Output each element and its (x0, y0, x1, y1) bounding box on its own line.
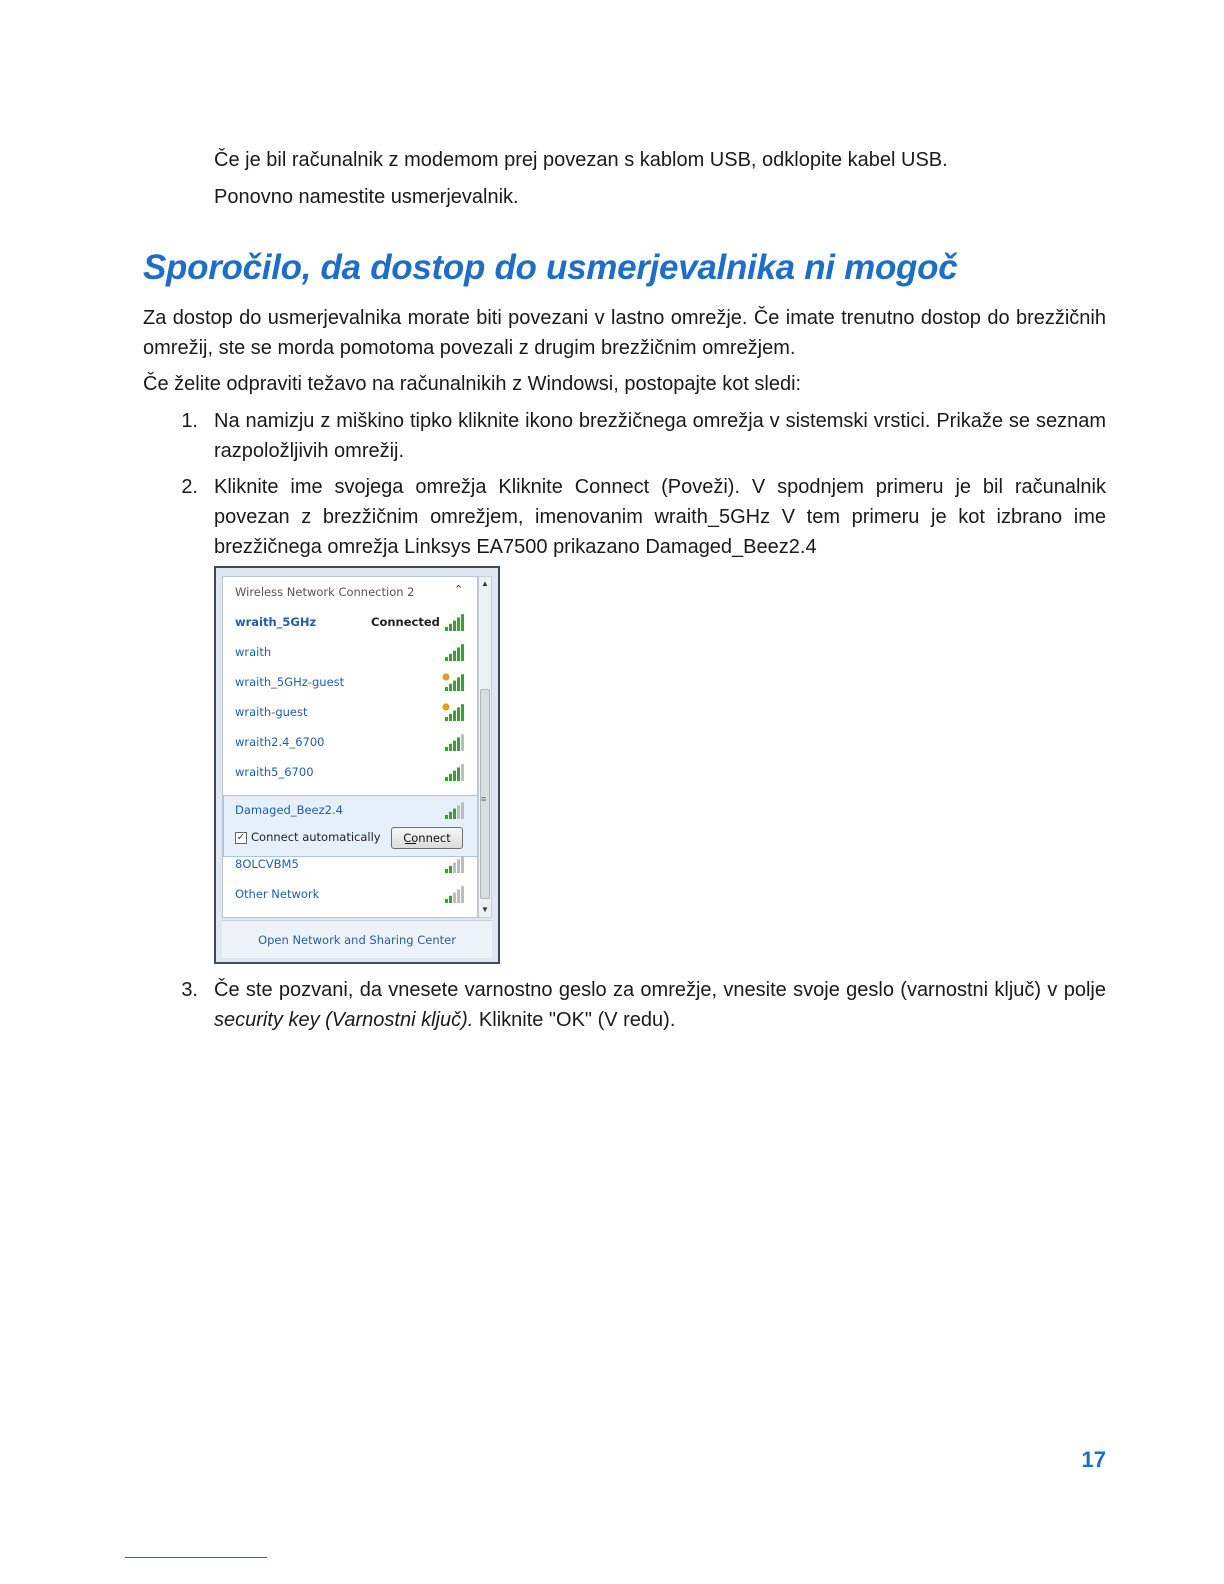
signal-bar (453, 621, 456, 631)
signal-strength-icon (441, 733, 465, 751)
signal-bar (461, 856, 464, 873)
network-list-item[interactable] (223, 757, 478, 787)
signal-bar (457, 617, 460, 631)
step-3-text-italic: security key (Varnostni ključ). (214, 1009, 474, 1031)
signal-bar (445, 687, 448, 691)
signal-bar (449, 774, 452, 781)
step-3-text (214, 975, 1106, 1035)
section-paragraph-1: Za dostop do usmerjevalnika morate biti povezani v lastno omrežje. Če imate trenutno dostop do brezžičnih omrežij, ste se morda pomotoma povezali z drugim brezžičnim omrežjem. (143, 307, 1106, 359)
signal-bar (449, 624, 452, 631)
signal-bar (453, 771, 456, 781)
footer-rule (125, 1557, 267, 1558)
signal-bar (461, 764, 464, 781)
signal-bar (445, 777, 448, 781)
network-list-header (223, 577, 478, 607)
step-3-text-after: Kliknite "OK" (V redu). (478, 1009, 676, 1031)
signal-strength-icon (441, 703, 465, 721)
security-warning-icon (442, 703, 449, 710)
signal-bar (457, 677, 460, 691)
open-network-sharing-center-link[interactable]: Open Network and Sharing Center (222, 920, 492, 958)
signal-bar (449, 654, 452, 661)
signal-bar (445, 657, 448, 661)
signal-bar (453, 681, 456, 691)
step-2-text: Kliknite ime svojega omrežja Kliknite Connect (Poveži). V spodnjem primeru je bil računalnik povezan z brezžičnim omrežjem, imenovanim wraith_5GHz V tem primeru je kot izbrano ime brezžičnega omrežja Linksys EA7500 prikazano Damaged_Beez2.4 (214, 476, 1106, 558)
network-name: wraith5_6700 (235, 765, 314, 779)
section-title: Sporočilo, da dostop do usmerjevalnika ni mogoč (143, 248, 958, 287)
network-name: wraith (235, 645, 272, 659)
step-1-number: 1. (181, 410, 198, 432)
network-list-item[interactable] (223, 667, 478, 697)
signal-bar (449, 866, 452, 873)
step-3-number: 3. (181, 979, 198, 1001)
signal-bar (453, 741, 456, 751)
signal-bar (449, 896, 452, 903)
network-status: Connected (371, 615, 440, 629)
signal-bar (449, 684, 452, 691)
signal-bar (461, 674, 464, 691)
signal-bar (445, 717, 448, 721)
signal-bar (445, 627, 448, 631)
signal-bar (461, 704, 464, 721)
scroll-up-icon[interactable]: ▲ (481, 579, 489, 588)
connect-automatically-label: Connect automatically (251, 830, 381, 844)
signal-bar (449, 714, 452, 721)
wireless-networks-screenshot (214, 566, 500, 964)
network-list-item[interactable] (223, 697, 478, 727)
network-list-item[interactable] (223, 637, 478, 667)
intro-line-usb: Če je bil računalnik z modemom prej povezan s kablom USB, odklopite kabel USB. (214, 149, 948, 171)
signal-bar (445, 899, 448, 903)
network-list-scrollbar[interactable] (478, 576, 492, 918)
signal-bar (453, 893, 456, 903)
network-list-item[interactable] (223, 727, 478, 757)
selected-network-actions (223, 795, 478, 857)
scrollbar-grip-icon: ≡ (481, 794, 487, 804)
signal-bar (445, 747, 448, 751)
network-list-header-label: Wireless Network Connection 2 (235, 585, 415, 599)
signal-strength-icon (441, 643, 465, 661)
network-name: wraith-guest (235, 705, 308, 719)
chevron-up-icon[interactable]: ⌃ (454, 583, 464, 596)
network-name: wraith_5GHz (235, 615, 317, 629)
step-1-text: Na namizju z miškino tipko kliknite ikono brezžičnega omrežja v sistemski vrstici. Prikaže se seznam razpoložljivih omrežij. (214, 410, 1106, 462)
signal-strength-icon (441, 613, 465, 631)
network-name: wraith_5GHz-guest (235, 675, 345, 689)
connect-button[interactable]: Connect (391, 827, 463, 849)
network-list-item[interactable] (223, 879, 478, 909)
page-number: 17 (1081, 1447, 1106, 1472)
signal-bar (449, 744, 452, 751)
network-name: Other Network (235, 887, 320, 901)
network-list-panel (222, 576, 478, 918)
signal-strength-icon (441, 885, 465, 903)
signal-bar (461, 614, 464, 631)
signal-bar (461, 886, 464, 903)
signal-bar (461, 734, 464, 751)
signal-bar (457, 707, 460, 721)
connect-automatically-checkbox[interactable]: ✓ (236, 832, 246, 843)
signal-bar (457, 889, 460, 903)
signal-strength-icon (441, 763, 465, 781)
network-name: Damaged_Beez2.4 (235, 803, 343, 817)
security-warning-icon (442, 673, 449, 680)
step-3-text-before: Če ste pozvani, da vnesete varnostno geslo za omrežje, vnesite svoje geslo (varnostni ključ) v polje (214, 979, 1106, 1001)
scroll-down-icon[interactable]: ▼ (481, 905, 489, 914)
signal-bar (457, 737, 460, 751)
signal-strength-icon (441, 673, 465, 691)
intro-line-reinstall: Ponovno namestite usmerjevalnik. (214, 186, 519, 208)
signal-bar (457, 767, 460, 781)
step-2-number: 2. (181, 476, 198, 498)
section-paragraph-2: Če želite odpraviti težavo na računalnikih z Windowsi, postopajte kot sledi: (143, 373, 802, 395)
signal-bar (457, 647, 460, 661)
signal-bar (457, 859, 460, 873)
signal-strength-icon (441, 855, 465, 873)
signal-bar (453, 863, 456, 873)
signal-bar (453, 651, 456, 661)
network-name: wraith2.4_6700 (235, 735, 325, 749)
network-list-item[interactable] (223, 607, 478, 637)
signal-bar (453, 711, 456, 721)
signal-bar (445, 869, 448, 873)
network-name: 8OLCVBM5 (235, 857, 299, 871)
signal-bar (461, 644, 464, 661)
